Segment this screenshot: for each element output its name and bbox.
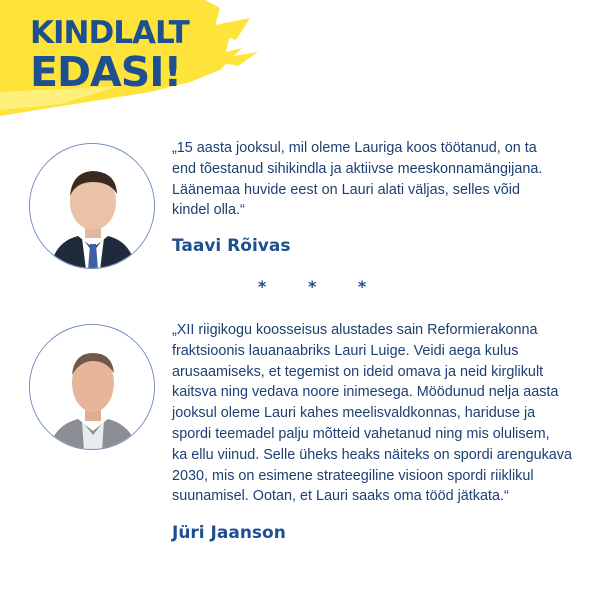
quote-line: Läänemaa huvide eest on Lauri alati väljas, selles võid <box>172 181 520 198</box>
quote-line: fraktsioonis lauanaabriks Lauri Luige. Veidi aega kulus <box>172 342 519 359</box>
quote-line: kaitsva ning vedava noore inimesega. Möödunud nelja aasta <box>172 384 559 401</box>
quote-line: end tõestanud sihikindla ja aktiivse meeskonnamängijana. <box>172 160 543 177</box>
testimonial-quote <box>172 138 542 221</box>
testimonial-author: Jüri Jaanson <box>172 523 286 543</box>
logo-text-line1: KINDLALT <box>30 15 189 51</box>
testimonial-quote <box>172 320 572 507</box>
logo-banner <box>0 0 260 120</box>
quote-line: kindel olla.“ <box>172 202 245 219</box>
section-divider: * * * <box>258 277 385 296</box>
testimonial-author: Taavi Rõivas <box>172 236 291 256</box>
quote-line: „XII riigikogu koosseisus alustades sain Reformierakonna <box>172 322 538 338</box>
logo-text-line2: EDASI! <box>30 48 182 96</box>
avatar-portrait <box>29 324 155 450</box>
quote-line: suunamisel. Ootan, et Lauri saaks oma tööd jätkata.“ <box>172 488 509 505</box>
quote-line: jooksul oleme Lauri kahes meelisvaldkonnas, hariduse ja <box>172 405 536 422</box>
quote-line: arusaamiseks, et tegemist on ideid omava ja neid kirglikult <box>172 363 544 380</box>
quote-line: 2030, mis on esimene strateegiline visioon spordi riiklikul <box>172 467 534 484</box>
avatar-portrait <box>29 143 155 269</box>
quote-line: spordi teemadel palju mõtteid vahetanud ning mis olulisem, <box>172 425 550 442</box>
quote-line: ka ellu viinud. Selle üheks heaks näiteks on spordi arengukava <box>172 446 572 463</box>
quote-line: „15 aasta jooksul, mil oleme Lauriga koos töötanud, on ta <box>172 140 537 156</box>
